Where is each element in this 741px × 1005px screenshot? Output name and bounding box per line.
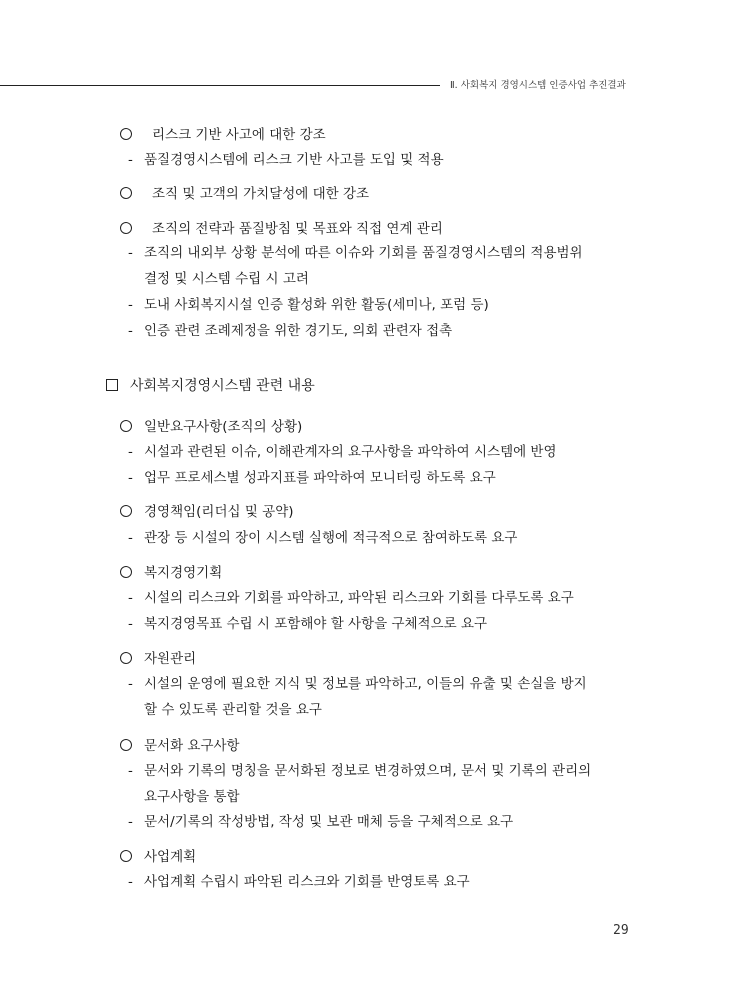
list-item-heading: 자원관리 — [120, 650, 196, 668]
list-item-heading: 경영책임(리더십 및 공약) — [120, 503, 294, 521]
section-heading: 사회복지경영시스템 관련 내용 — [106, 377, 315, 395]
running-title: Ⅱ. 사회복지 경영시스템 인증사업 추진결과 — [450, 80, 626, 91]
list-item-bullet: - 도내 사회복지시설 인증 활성화 위한 활동(세미나, 포럼 등) — [128, 297, 489, 313]
list-item-bullet-continued: 요구사항을 통합 — [144, 789, 240, 805]
list-item-bullet: - 업무 프로세스별 성과지표를 파악하여 모니터링 하도록 요구 — [128, 470, 496, 486]
list-item-bullet: - 조직의 내외부 상황 분석에 따른 이슈와 기회를 품질경영시스템의 적용범위 — [128, 245, 583, 261]
list-item-bullet-continued: 할 수 있도록 관리할 것을 요구 — [144, 702, 322, 718]
list-item-heading: 조직의 전략과 품질방침 및 목표와 직접 연계 관리 — [120, 220, 443, 238]
list-item-bullet: - 인증 관련 조례제정을 위한 경기도, 의회 관련자 접촉 — [128, 323, 453, 339]
list-item-heading: 문서화 요구사항 — [120, 737, 240, 755]
list-item-bullet-continued: 결정 및 시스템 수립 시 고려 — [144, 271, 309, 287]
list-item-heading: 일반요구사항(조직의 상황) — [120, 418, 302, 436]
list-item-bullet: - 관장 등 시설의 장이 시스템 실행에 적극적으로 참여하도록 요구 — [128, 530, 518, 546]
list-item-heading: 사업계획 — [120, 848, 196, 866]
list-item-bullet: - 사업계획 수립시 파악된 리스크와 기회를 반영토록 요구 — [128, 874, 470, 890]
circle-bullet-icon — [120, 850, 132, 862]
list-item-bullet: - 복지경영목표 수립 시 포함해야 할 사항을 구체적으로 요구 — [128, 616, 488, 632]
list-item-heading: 리스크 기반 사고에 대한 강조 — [120, 126, 326, 144]
circle-bullet-icon — [120, 739, 132, 751]
square-bullet-icon — [106, 379, 118, 391]
circle-bullet-icon — [120, 187, 132, 199]
list-item-bullet: - 문서/기록의 작성방법, 작성 및 보관 매체 등을 구체적으로 요구 — [128, 814, 514, 830]
list-item-bullet: - 시설의 운영에 필요한 지식 및 정보를 파악하고, 이들의 유출 및 손실을 방지 — [128, 676, 587, 692]
circle-bullet-icon — [120, 566, 132, 578]
header-rule — [0, 85, 440, 86]
list-item-bullet: - 문서와 기록의 명칭을 문서화된 정보로 변경하였으며, 문서 및 기록의 관리의 — [128, 763, 592, 779]
circle-bullet-icon — [120, 420, 132, 432]
list-item-heading: 복지경영기획 — [120, 564, 222, 582]
circle-bullet-icon — [120, 128, 132, 140]
list-item-bullet: - 시설의 리스크와 기회를 파악하고, 파악된 리스크와 기회를 다루도록 요구 — [128, 590, 574, 606]
list-item-bullet: - 품질경영시스템에 리스크 기반 사고를 도입 및 적용 — [128, 152, 444, 168]
list-item-bullet: - 시설과 관련된 이슈, 이해관계자의 요구사항을 파악하여 시스템에 반영 — [128, 444, 557, 460]
circle-bullet-icon — [120, 652, 132, 664]
page-number: 29 — [613, 923, 629, 938]
list-item-heading: 조직 및 고객의 가치달성에 대한 강조 — [120, 185, 369, 203]
circle-bullet-icon — [120, 505, 132, 517]
circle-bullet-icon — [120, 222, 132, 234]
